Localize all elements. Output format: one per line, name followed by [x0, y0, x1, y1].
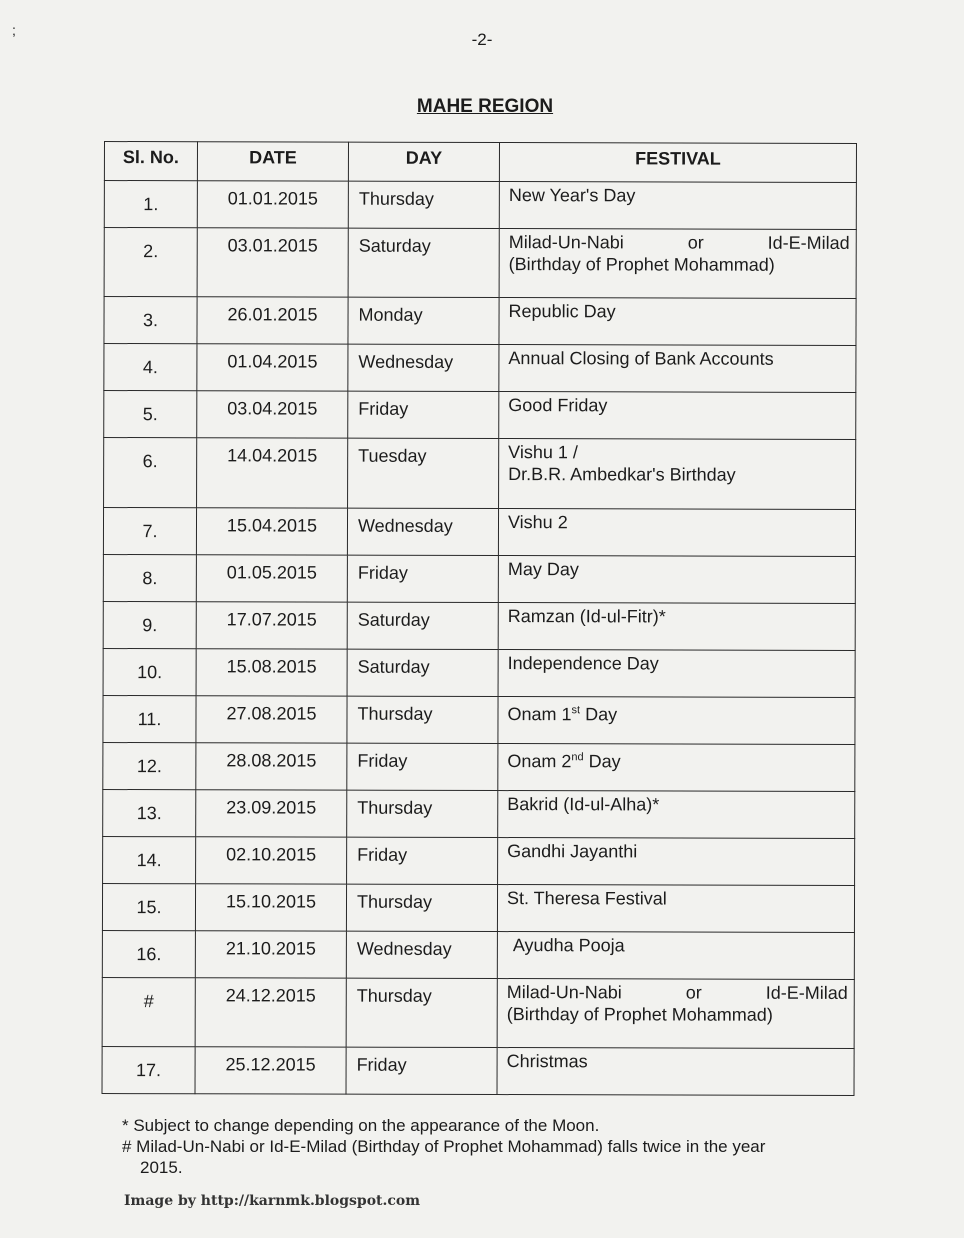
- table-row: [104, 438, 856, 510]
- cell-sl-no: 14.: [103, 836, 196, 883]
- festival-line: Dr.B.R. Ambedkar's Birthday: [508, 464, 736, 485]
- ordinal-suffix: st: [571, 704, 581, 717]
- table-row: [103, 648, 855, 697]
- festival-word: Milad-Un-Nabi: [508, 232, 624, 253]
- cell-festival: Independence Day: [498, 650, 855, 698]
- cell-day: Friday: [347, 837, 498, 884]
- cell-day: Saturday: [347, 649, 498, 696]
- festival-line: [507, 981, 848, 1004]
- festival-line: (Birthday of Prophet Mohammad): [508, 254, 775, 275]
- cell-sl-no: 16.: [102, 930, 195, 977]
- table-header-row: [104, 142, 856, 183]
- festival-text: Onam 2: [507, 751, 572, 772]
- table-row: [104, 391, 856, 440]
- cell-day: Saturday: [347, 602, 498, 649]
- cell-festival: Good Friday: [499, 392, 856, 440]
- footnote-moon: * Subject to change depending on the appearance of the Moon.: [122, 1116, 600, 1135]
- festival-word: or: [687, 232, 704, 253]
- table-row: [104, 181, 856, 230]
- cell-day: Saturday: [348, 228, 499, 297]
- cell-date: 23.09.2015: [196, 790, 347, 837]
- cell-date: 17.07.2015: [196, 602, 347, 649]
- cell-sl-no: 1.: [104, 181, 197, 228]
- cell-festival: [499, 439, 856, 510]
- cell-festival: St. Theresa Festival: [497, 885, 854, 933]
- cell-festival: [498, 744, 855, 792]
- festival-text: Day: [583, 751, 621, 772]
- festival-word: or: [685, 982, 702, 1003]
- cell-day: Monday: [348, 297, 499, 344]
- table-row: [104, 297, 856, 346]
- cell-festival: [497, 979, 854, 1049]
- cell-festival: Annual Closing of Bank Accounts: [499, 345, 856, 393]
- cell-festival: Vishu 2: [498, 509, 855, 557]
- festival-line: (Birthday of Prophet Mohammad): [506, 1004, 773, 1025]
- cell-sl-no: 3.: [104, 297, 197, 344]
- cell-day: Wednesday: [347, 508, 498, 555]
- table-row: [103, 554, 855, 603]
- cell-day: Friday: [348, 391, 499, 438]
- festival-line: [509, 231, 850, 254]
- table-row: [103, 601, 855, 650]
- cell-date: 03.04.2015: [197, 391, 348, 438]
- cell-day: Wednesday: [346, 931, 497, 978]
- region-title: MAHE REGION: [416, 96, 554, 117]
- cell-sl-no: 13.: [103, 789, 196, 836]
- table-row: [103, 789, 855, 838]
- cell-date: 15.04.2015: [196, 508, 347, 555]
- cell-sl-no: 4.: [104, 344, 197, 391]
- cell-sl-no: 8.: [103, 554, 196, 601]
- cell-sl-no: 12.: [103, 742, 196, 789]
- cell-day: Friday: [347, 743, 498, 790]
- cell-sl-no: 17.: [102, 1046, 195, 1093]
- cell-sl-no: 2.: [104, 228, 197, 297]
- cell-date: 03.01.2015: [197, 228, 348, 297]
- table-row: [102, 1046, 854, 1095]
- header-festival: FESTIVAL: [499, 143, 856, 183]
- margin-mark: ;: [12, 22, 16, 38]
- header-sl-no: Sl. No.: [104, 142, 197, 181]
- table-row: [102, 883, 854, 932]
- cell-festival: May Day: [498, 556, 855, 604]
- cell-festival: New Year's Day: [499, 182, 856, 230]
- table-row: [102, 930, 854, 979]
- cell-sl-no: #: [102, 977, 195, 1046]
- festival-word: Milad-Un-Nabi: [506, 982, 622, 1003]
- ordinal-suffix: nd: [571, 751, 584, 764]
- footnote-milad-cont: 2015.: [140, 1158, 183, 1177]
- cell-date: 24.12.2015: [195, 978, 346, 1047]
- table-row: [104, 344, 856, 393]
- holiday-table: [102, 141, 857, 1096]
- cell-date: 01.01.2015: [197, 181, 348, 228]
- cell-day: Thursday: [347, 696, 498, 743]
- cell-festival: [498, 697, 855, 745]
- cell-sl-no: 15.: [102, 883, 195, 930]
- header-day: DAY: [348, 142, 499, 181]
- footnotes: [122, 1115, 912, 1178]
- table-row: [103, 836, 855, 885]
- cell-date: 27.08.2015: [196, 696, 347, 743]
- cell-festival: Bakrid (Id-ul-Alha)*: [498, 791, 855, 839]
- cell-sl-no: 10.: [103, 648, 196, 695]
- cell-festival: Gandhi Jayanthi: [498, 838, 855, 886]
- cell-date: 14.04.2015: [197, 438, 348, 508]
- footnote-milad: # Milad-Un-Nabi or Id-E-Milad (Birthday of Prophet Mohammad) falls twice in the year: [122, 1137, 766, 1156]
- cell-day: Wednesday: [348, 344, 499, 391]
- cell-festival: Ayudha Pooja: [497, 932, 854, 980]
- cell-sl-no: 7.: [103, 508, 196, 555]
- table-row: [104, 228, 856, 299]
- festival-text: Onam 1: [507, 704, 572, 725]
- cell-date: 21.10.2015: [195, 931, 346, 978]
- cell-day: Thursday: [346, 884, 497, 931]
- cell-day: Friday: [347, 555, 498, 602]
- cell-day: Tuesday: [348, 438, 499, 508]
- cell-date: 26.01.2015: [197, 297, 348, 344]
- festival-line: Vishu 1 /: [508, 442, 578, 463]
- cell-date: 02.10.2015: [196, 837, 347, 884]
- cell-date: 01.05.2015: [196, 555, 347, 602]
- cell-date: 01.04.2015: [197, 344, 348, 391]
- header-date: DATE: [197, 142, 348, 181]
- table-row: [102, 977, 854, 1048]
- table-row: [103, 742, 855, 791]
- festival-word: Id-E-Milad: [767, 232, 850, 253]
- cell-date: 25.12.2015: [195, 1047, 346, 1094]
- cell-sl-no: 6.: [104, 438, 197, 508]
- cell-day: Friday: [346, 1047, 497, 1094]
- cell-sl-no: 11.: [103, 695, 196, 742]
- cell-date: 15.08.2015: [196, 649, 347, 696]
- cell-date: 28.08.2015: [196, 743, 347, 790]
- cell-day: Thursday: [347, 790, 498, 837]
- cell-festival: Republic Day: [499, 298, 856, 346]
- page-number: -2-: [471, 30, 493, 49]
- festival-text: Day: [580, 704, 618, 725]
- cell-day: Thursday: [348, 181, 499, 228]
- cell-day: Thursday: [346, 978, 497, 1047]
- festival-word: Id-E-Milad: [765, 982, 848, 1003]
- cell-sl-no: 5.: [104, 391, 197, 438]
- cell-date: 15.10.2015: [195, 884, 346, 931]
- cell-sl-no: 9.: [103, 601, 196, 648]
- cell-festival: Christmas: [497, 1048, 854, 1096]
- cell-festival: [499, 229, 856, 299]
- table-row: [103, 695, 855, 744]
- table-row: [103, 508, 855, 557]
- image-credit: Image by http://karnmk.blogspot.com: [124, 1193, 421, 1209]
- cell-festival: Ramzan (Id-ul-Fitr)*: [498, 603, 855, 651]
